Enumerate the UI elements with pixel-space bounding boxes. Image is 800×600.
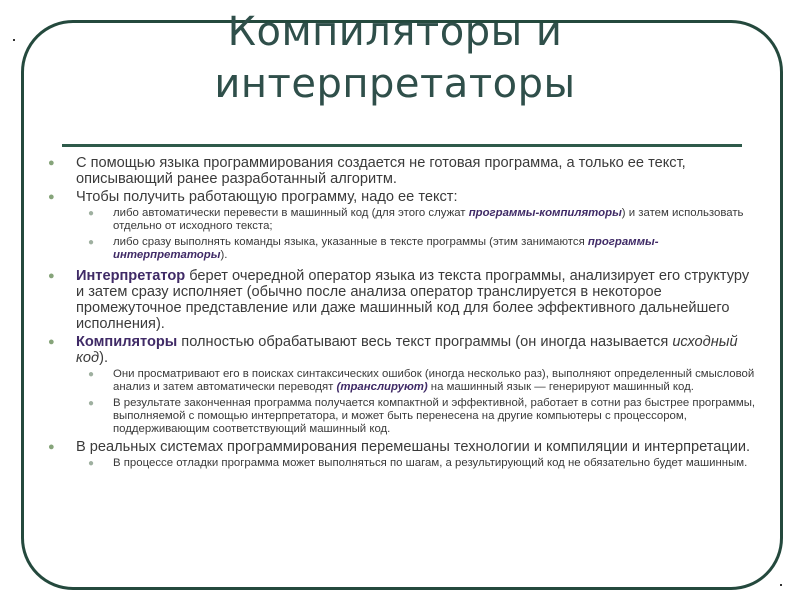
bullet-text: С помощью языка программирования создается не готовая программа, а только ее текст, описывающий ранее разработанный алгоритм.	[76, 155, 686, 187]
sub-bullet-text: В результате законченная программа получается компактной и эффективной, работает в сотни раз быстрее программы, выполняемой с помощью интерпретатора, и может быть перенесена на другие компьютеры с процессором, поддерживающим соответствующий машинный код.	[113, 397, 756, 435]
term-source-code: исходный код	[76, 334, 738, 366]
sub-bullet-text: Они просматривают его в поисках синтаксических ошибок (иногда несколько раз), выполняют определенный смысловой анализ и затем автоматически переводят	[113, 368, 755, 393]
sub-bullet-dot-icon: ●	[88, 208, 95, 219]
sub-bullet-item-4-1	[48, 368, 760, 394]
sub-bullet-item-2-1	[48, 207, 760, 233]
slide-title-line-2: интерпретаторы	[214, 61, 576, 107]
term-compiler-programs: программы-компиляторы	[468, 207, 622, 219]
sub-bullet-item-2-2	[48, 236, 760, 262]
bullet-item-2	[48, 189, 760, 205]
sub-bullet-item-4-2	[48, 397, 760, 436]
bullet-text: берет очередной оператор языка из текста программы, анализирует его структуру и затем сразу исполняет (обычно после анализа оператор транслируется в некоторое промежуточное представление или даже машинный код для более эффективного дальнейшего исполнения).	[76, 268, 750, 332]
bullet-dot-icon: ●	[48, 157, 55, 169]
bullet-item-3	[48, 268, 760, 332]
sub-bullet-dot-icon: ●	[88, 237, 95, 248]
slide-title	[175, 6, 615, 110]
corner-mark-top-left	[13, 39, 15, 41]
sub-bullet-dot-icon: ●	[88, 369, 95, 380]
slide-title-line-1: Компиляторы и	[227, 9, 563, 55]
sub-bullet-text: либо сразу выполнять команды языка, указанные в тексте программы (этим занимаются	[113, 236, 588, 248]
term-translate: (транслируют)	[336, 381, 428, 393]
sub-bullet-text-end: ).	[220, 249, 228, 261]
bullet-text-end: ).	[99, 350, 108, 366]
title-underline	[62, 144, 742, 147]
bullet-item-4	[48, 334, 760, 366]
bullet-dot-icon: ●	[48, 336, 55, 348]
bullet-text: В реальных системах программирования перемешаны технологии и компиляции и интерпретации.	[76, 439, 751, 455]
term-compilers: Компиляторы	[76, 334, 178, 350]
slide-content	[48, 155, 760, 473]
sub-bullet-text: В процессе отладки программа может выполняться по шагам, а результирующий код не обязательно будет машинным.	[113, 457, 748, 469]
bullet-dot-icon: ●	[48, 441, 55, 453]
bullet-item-1	[48, 155, 760, 187]
bullet-dot-icon: ●	[48, 270, 55, 282]
bullet-dot-icon: ●	[48, 191, 55, 203]
sub-bullet-dot-icon: ●	[88, 458, 95, 469]
term-interpreter: Интерпретатор	[76, 268, 186, 284]
term-interpreter-programs: программы-интерпретаторы	[113, 236, 659, 261]
bullet-text: полностью обрабатывают весь текст программы (он иногда называется	[177, 334, 673, 350]
bullet-item-5	[48, 439, 760, 455]
bullet-text: Чтобы получить работающую программу, надо ее текст:	[76, 189, 458, 205]
sub-bullet-text-end: на машинный язык — генерируют машинный код.	[427, 381, 694, 393]
sub-bullet-text-end: ) и затем использовать отдельно от исходного текста;	[113, 207, 744, 232]
sub-bullet-dot-icon: ●	[88, 398, 95, 409]
corner-mark-bottom-right	[780, 584, 782, 586]
sub-bullet-text: либо автоматически перевести в машинный код (для этого служат	[113, 207, 469, 219]
sub-bullet-item-5-1	[48, 457, 760, 470]
